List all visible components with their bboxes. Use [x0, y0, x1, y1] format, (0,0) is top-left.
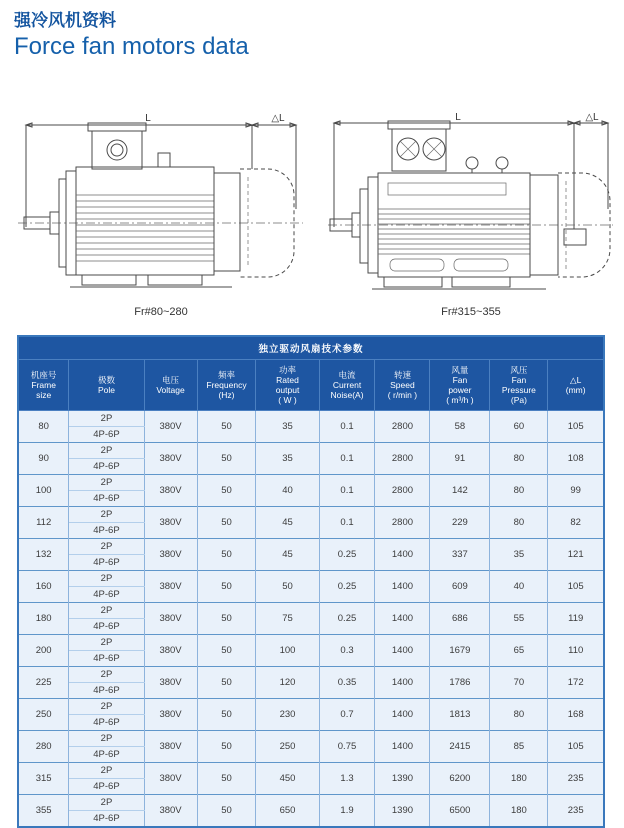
cell-frequency: 50: [197, 795, 256, 828]
table-row: [18, 763, 604, 779]
cell-frame: 200: [18, 635, 69, 667]
cell-rated_output: 120: [256, 667, 319, 699]
cell-rated_output: 40: [256, 475, 319, 507]
cell-pole-2p: 2P: [69, 507, 144, 523]
cell-speed: 2800: [375, 411, 430, 443]
cell-frequency: 50: [197, 731, 256, 763]
cell-fan_pressure: 80: [490, 507, 548, 539]
fan-data-table-wrap: [17, 335, 608, 828]
cell-pole-4p6p: 4P-6P: [69, 427, 144, 443]
cell-frequency: 50: [197, 763, 256, 795]
cell-voltage: 380V: [144, 699, 197, 731]
cell-current: 0.25: [319, 571, 375, 603]
table-title-row: [18, 336, 604, 360]
terminal-box: [388, 121, 450, 171]
cell-delta_l: 105: [548, 731, 604, 763]
cell-pole-2p: 2P: [69, 795, 144, 811]
cell-current: 1.3: [319, 763, 375, 795]
cell-frame: 315: [18, 763, 69, 795]
cell-voltage: 380V: [144, 635, 197, 667]
motor-diagrams: [16, 111, 616, 318]
cell-fan_pressure: 80: [490, 443, 548, 475]
cell-voltage: 380V: [144, 507, 197, 539]
table-row: [18, 603, 604, 619]
cell-rated_output: 450: [256, 763, 319, 795]
cell-pole-2p: 2P: [69, 443, 144, 459]
cell-pole-2p: 2P: [69, 635, 144, 651]
column-header-1: 极数 Pole: [69, 360, 144, 411]
table-row: [18, 411, 604, 427]
cell-rated_output: 45: [256, 507, 319, 539]
cell-delta_l: 82: [548, 507, 604, 539]
cell-current: 0.75: [319, 731, 375, 763]
cell-delta_l: 105: [548, 411, 604, 443]
cell-pole-4p6p: 4P-6P: [69, 683, 144, 699]
cell-speed: 1400: [375, 603, 430, 635]
motor-body: [76, 153, 214, 275]
cell-fan_power: 2415: [430, 731, 490, 763]
cell-delta_l: 172: [548, 667, 604, 699]
page-header: [0, 0, 624, 61]
cell-rated_output: 35: [256, 443, 319, 475]
cell-frame: 80: [18, 411, 69, 443]
cell-delta_l: 108: [548, 443, 604, 475]
cell-pole-4p6p: 4P-6P: [69, 523, 144, 539]
cell-pole-4p6p: 4P-6P: [69, 555, 144, 571]
cell-frequency: 50: [197, 507, 256, 539]
cell-pole-4p6p: 4P-6P: [69, 715, 144, 731]
cell-frame: 100: [18, 475, 69, 507]
cell-voltage: 380V: [144, 667, 197, 699]
dimension-label-delta-L: △L: [271, 113, 285, 124]
dimension-label-L: L: [455, 112, 461, 123]
cell-rated_output: 230: [256, 699, 319, 731]
cell-fan_pressure: 180: [490, 795, 548, 828]
cell-frame: 355: [18, 795, 69, 828]
cell-frame: 280: [18, 731, 69, 763]
cell-rated_output: 250: [256, 731, 319, 763]
cell-fan_power: 6200: [430, 763, 490, 795]
cell-frequency: 50: [197, 475, 256, 507]
diagram-caption-large: Fr#315~355: [441, 306, 501, 318]
cell-current: 1.9: [319, 795, 375, 828]
dimension-label-delta-L: △L: [585, 112, 599, 123]
cell-delta_l: 235: [548, 795, 604, 828]
cell-delta_l: 168: [548, 699, 604, 731]
cell-speed: 2800: [375, 475, 430, 507]
cell-rated_output: 35: [256, 411, 319, 443]
cell-pole-2p: 2P: [69, 603, 144, 619]
lifting-lug: [158, 153, 170, 167]
cell-current: 0.1: [319, 475, 375, 507]
cell-current: 0.7: [319, 699, 375, 731]
cell-pole-4p6p: 4P-6P: [69, 747, 144, 763]
cell-speed: 1400: [375, 731, 430, 763]
dimension-reference-box: [564, 229, 586, 245]
motor-feet: [372, 277, 546, 289]
cell-voltage: 380V: [144, 603, 197, 635]
cell-pole-4p6p: 4P-6P: [69, 491, 144, 507]
cell-pole-2p: 2P: [69, 667, 144, 683]
table-row: [18, 635, 604, 651]
cell-fan_pressure: 35: [490, 539, 548, 571]
cell-current: 0.1: [319, 443, 375, 475]
column-header-2: 电压 Voltage: [144, 360, 197, 411]
cell-speed: 1400: [375, 539, 430, 571]
page-title-zh: 强冷风机资料: [14, 11, 116, 30]
cell-fan_pressure: 40: [490, 571, 548, 603]
cell-fan_pressure: 55: [490, 603, 548, 635]
cell-delta_l: 99: [548, 475, 604, 507]
table-header-row: [18, 360, 604, 411]
motor-feet: [70, 275, 232, 287]
cell-fan_power: 686: [430, 603, 490, 635]
cell-frequency: 50: [197, 411, 256, 443]
table-title: 独立驱动风扇技术参数: [18, 336, 604, 360]
column-header-5: 电流 Current Noise(A): [319, 360, 375, 411]
cell-pole-2p: 2P: [69, 763, 144, 779]
cell-pole-2p: 2P: [69, 539, 144, 555]
column-header-7: 风量 Fan power ( m³/h ): [430, 360, 490, 411]
cell-frequency: 50: [197, 667, 256, 699]
dimension-label-L: L: [145, 113, 151, 124]
diagram-caption-small: Fr#80~280: [134, 306, 188, 318]
cell-speed: 1400: [375, 571, 430, 603]
cell-pole-2p: 2P: [69, 699, 144, 715]
cell-fan_power: 142: [430, 475, 490, 507]
table-row: [18, 475, 604, 491]
cell-speed: 1400: [375, 635, 430, 667]
page-title-en: Force fan motors data: [14, 33, 249, 60]
cell-frequency: 50: [197, 443, 256, 475]
cell-rated_output: 50: [256, 571, 319, 603]
cell-frequency: 50: [197, 603, 256, 635]
motor-diagram-fr315-355: [326, 111, 616, 318]
cell-voltage: 380V: [144, 411, 197, 443]
cell-speed: 1390: [375, 795, 430, 828]
cell-rated_output: 650: [256, 795, 319, 828]
cell-voltage: 380V: [144, 539, 197, 571]
cell-fan_pressure: 85: [490, 731, 548, 763]
cell-pole-2p: 2P: [69, 475, 144, 491]
cell-fan_pressure: 80: [490, 699, 548, 731]
cell-speed: 2800: [375, 443, 430, 475]
column-header-9: △L (mm): [548, 360, 604, 411]
cell-pole-2p: 2P: [69, 571, 144, 587]
table-row: [18, 731, 604, 747]
cell-pole-4p6p: 4P-6P: [69, 651, 144, 667]
cell-frequency: 50: [197, 539, 256, 571]
cell-pole-4p6p: 4P-6P: [69, 811, 144, 828]
cell-current: 0.25: [319, 539, 375, 571]
cell-frame: 90: [18, 443, 69, 475]
column-header-8: 风压 Fan Pressure (Pa): [490, 360, 548, 411]
cell-fan_power: 6500: [430, 795, 490, 828]
table-row: [18, 539, 604, 555]
table-row: [18, 443, 604, 459]
cell-pole-4p6p: 4P-6P: [69, 779, 144, 795]
cell-frame: 180: [18, 603, 69, 635]
column-header-0: 机座号 Frame size: [18, 360, 69, 411]
cell-delta_l: 105: [548, 571, 604, 603]
table-row: [18, 507, 604, 523]
cell-speed: 1390: [375, 763, 430, 795]
cell-fan_power: 1786: [430, 667, 490, 699]
cell-frame: 132: [18, 539, 69, 571]
cell-voltage: 380V: [144, 763, 197, 795]
cell-fan_power: 609: [430, 571, 490, 603]
cell-frame: 112: [18, 507, 69, 539]
cell-fan_power: 58: [430, 411, 490, 443]
cell-delta_l: 121: [548, 539, 604, 571]
cell-fan_pressure: 60: [490, 411, 548, 443]
cell-voltage: 380V: [144, 475, 197, 507]
cell-frequency: 50: [197, 699, 256, 731]
cell-fan_pressure: 65: [490, 635, 548, 667]
motor-drawing-small: [16, 111, 306, 303]
column-header-3: 频率 Frequency (Hz): [197, 360, 256, 411]
cell-frequency: 50: [197, 571, 256, 603]
table-row: [18, 571, 604, 587]
cell-rated_output: 75: [256, 603, 319, 635]
column-header-4: 功率 Rated output ( W ): [256, 360, 319, 411]
cell-voltage: 380V: [144, 795, 197, 828]
cell-delta_l: 110: [548, 635, 604, 667]
cell-rated_output: 45: [256, 539, 319, 571]
cell-delta_l: 235: [548, 763, 604, 795]
cell-current: 0.1: [319, 411, 375, 443]
cell-current: 0.25: [319, 603, 375, 635]
cell-fan_pressure: 70: [490, 667, 548, 699]
table-row: [18, 699, 604, 715]
cell-fan_pressure: 80: [490, 475, 548, 507]
cell-frame: 160: [18, 571, 69, 603]
cell-current: 0.3: [319, 635, 375, 667]
table-row: [18, 667, 604, 683]
cell-delta_l: 119: [548, 603, 604, 635]
cell-speed: 2800: [375, 507, 430, 539]
cell-pole-2p: 2P: [69, 731, 144, 747]
fan-data-table: [17, 335, 605, 828]
cell-pole-4p6p: 4P-6P: [69, 587, 144, 603]
cell-current: 0.35: [319, 667, 375, 699]
cell-fan_power: 337: [430, 539, 490, 571]
rear-end-bracket: [214, 173, 240, 271]
cell-pole-4p6p: 4P-6P: [69, 619, 144, 635]
cell-current: 0.1: [319, 507, 375, 539]
cell-voltage: 380V: [144, 731, 197, 763]
cell-frame: 250: [18, 699, 69, 731]
terminal-box: [88, 123, 146, 169]
cell-speed: 1400: [375, 699, 430, 731]
table-body: [18, 411, 604, 828]
cell-fan_power: 1813: [430, 699, 490, 731]
motor-diagram-fr80-280: [16, 111, 306, 318]
cell-rated_output: 100: [256, 635, 319, 667]
cell-speed: 1400: [375, 667, 430, 699]
column-header-6: 转速 Speed ( r/min ): [375, 360, 430, 411]
cell-pole-2p: 2P: [69, 411, 144, 427]
lifting-eyebolts: [466, 157, 508, 173]
cell-voltage: 380V: [144, 571, 197, 603]
cell-pole-4p6p: 4P-6P: [69, 459, 144, 475]
cell-voltage: 380V: [144, 443, 197, 475]
cell-fan_pressure: 180: [490, 763, 548, 795]
cell-fan_power: 1679: [430, 635, 490, 667]
motor-drawing-large: [326, 111, 616, 303]
cell-fan_power: 229: [430, 507, 490, 539]
cell-frequency: 50: [197, 635, 256, 667]
cell-fan_power: 91: [430, 443, 490, 475]
cell-frame: 225: [18, 667, 69, 699]
table-row: [18, 795, 604, 811]
